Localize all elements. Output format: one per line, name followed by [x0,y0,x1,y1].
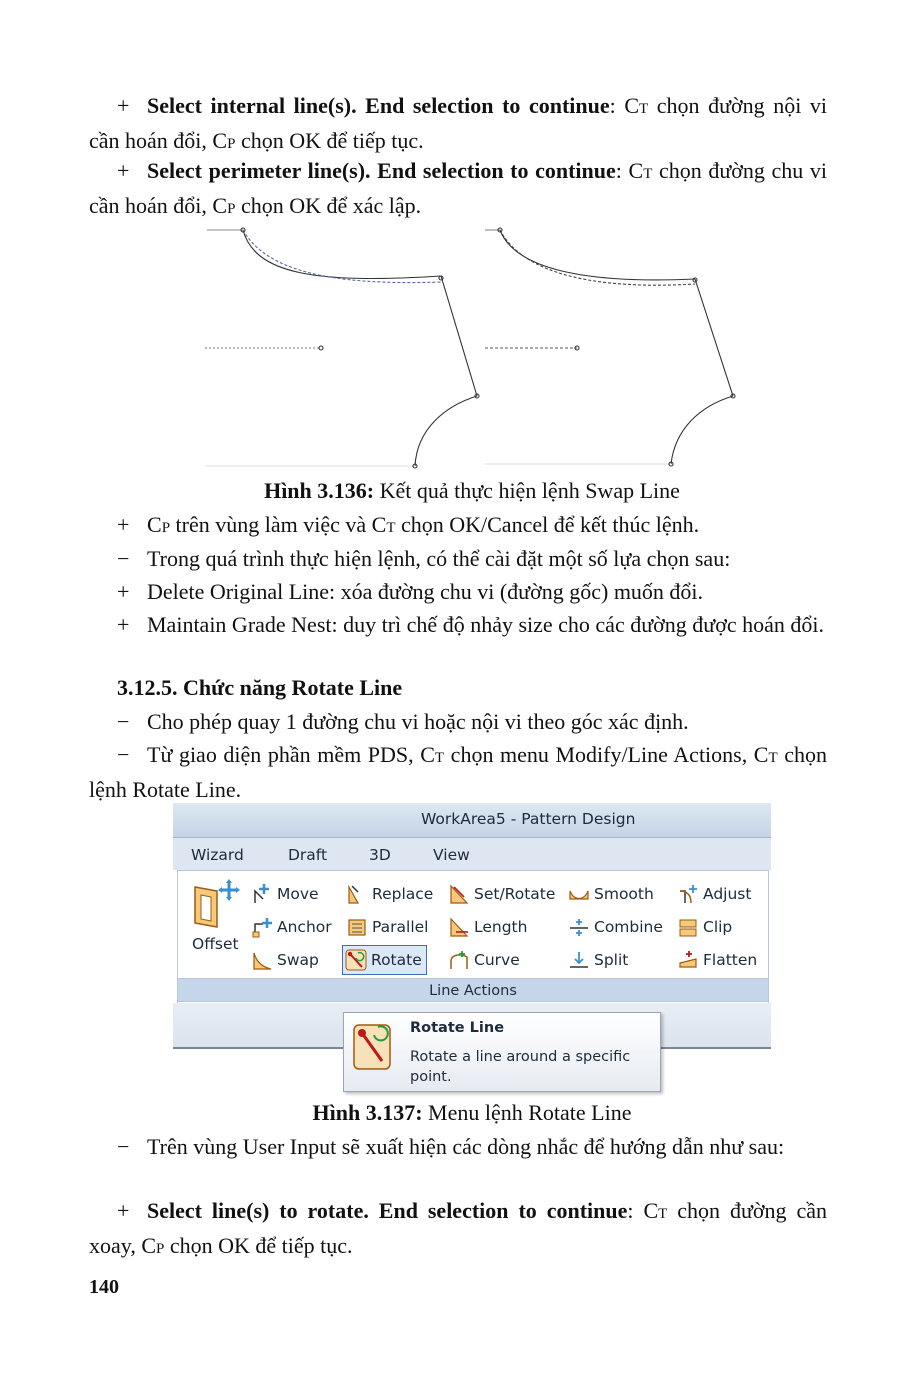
paragraph-select-internal: + Select internal line(s). End selection to continue: CT chọn đường nội vi cần hoán đổi, CP chọn OK để tiếp tục. [89,93,828,153]
set-rotate-button[interactable]: Set/Rotate [446,880,559,908]
combine-button[interactable]: Combine [566,913,667,941]
ribbon-tabs [173,838,771,870]
split-button[interactable]: Split [566,946,632,974]
anchor-button[interactable]: Anchor [249,913,336,941]
split-icon [568,949,590,971]
offset-label: Offset [192,935,239,953]
length-icon [448,916,470,938]
tab-wizard[interactable]: Wizard [191,846,244,864]
curve-icon [448,949,470,971]
paragraph-options-intro: − Trong quá trình thực hiện lệnh, có thể cài đặt một số lựa chọn sau: [117,546,731,571]
adjust-icon [677,883,699,905]
swap-button[interactable]: Swap [249,946,323,974]
paragraph-rotate-desc: − Cho phép quay 1 đường chu vi hoặc nội vi theo góc xác định. [117,709,689,734]
paragraph-delete-original: + Delete Original Line: xóa đường chu vi (đường gốc) muốn đổi. [117,579,704,604]
window-title-bar [173,803,771,838]
paragraph-user-input: − Trên vùng User Input sẽ xuất hiện các dòng nhắc để hướng dẫn như sau: [117,1134,785,1159]
adjust-button[interactable]: Adjust [675,880,755,908]
set-rotate-icon [448,883,470,905]
swap-icon [251,949,273,971]
page-number: 140 [89,1276,119,1298]
tooltip-title: Rotate Line [410,1020,505,1036]
parallel-button[interactable]: Parallel [344,913,432,941]
paragraph-select-rotate: + Select line(s) to rotate. End selection to continue: CT chọn đường cần xoay, CP chọn OK để tiếp tục. [89,1198,827,1258]
tab-view[interactable]: View [433,846,470,864]
window-title: WorkArea5 - Pattern Design [421,810,636,828]
replace-icon [346,883,368,905]
right-pattern-piece [485,228,735,466]
move-icon [251,883,273,905]
move-button[interactable]: Move [249,880,323,908]
group-label-line-actions: Line Actions [177,978,769,1002]
section-heading: 3.12.5. Chức năng Rotate Line [117,675,403,700]
paragraph-select-perimeter: + Select perimeter line(s). End selection to continue: CT chọn đường chu vi cần hoán đổi, CP chọn OK để xác lập. [89,158,827,218]
offset-icon [187,877,243,935]
length-button[interactable]: Length [446,913,531,941]
figure-caption-3-136: Hình 3.136: Kết quả thực hiện lệnh Swap Line [264,478,680,503]
parallel-icon [346,916,368,938]
paragraph-ok-cancel: + CP trên vùng làm việc và CT chọn OK/Cancel để kết thúc lệnh. [117,512,700,537]
flatten-button[interactable]: Flatten [675,946,761,974]
paragraph-maintain-grade: + Maintain Grade Nest: duy trì chế độ nhảy size cho các đường được hoán đổi. [117,612,824,637]
replace-button[interactable]: Replace [344,880,437,908]
anchor-icon [251,916,273,938]
left-pattern-piece [205,228,479,468]
smooth-icon [568,883,590,905]
tab-draft[interactable]: Draft [288,846,328,864]
rotate-icon [345,949,367,971]
clip-icon [677,916,699,938]
flatten-icon [677,949,699,971]
paragraph-rotate-menu: − Từ giao diện phần mềm PDS, CT chọn menu Modify/Line Actions, CT chọn lệnh Rotate Line. [89,742,828,802]
smooth-button[interactable]: Smooth [566,880,658,908]
rotate-line-large-icon [352,1021,394,1073]
tab-3d[interactable]: 3D [369,846,391,864]
curve-button[interactable]: Curve [446,946,524,974]
rotate-button[interactable]: Rotate [342,945,427,975]
offset-button[interactable] [187,877,247,967]
swap-line-result-figure [205,224,745,474]
figure-caption-3-137: Hình 3.137: Menu lệnh Rotate Line [312,1100,632,1125]
clip-button[interactable]: Clip [675,913,736,941]
tooltip-description: Rotate a line around a specific point. [410,1049,631,1085]
combine-icon [568,916,590,938]
rotate-line-tooltip [343,1012,661,1092]
